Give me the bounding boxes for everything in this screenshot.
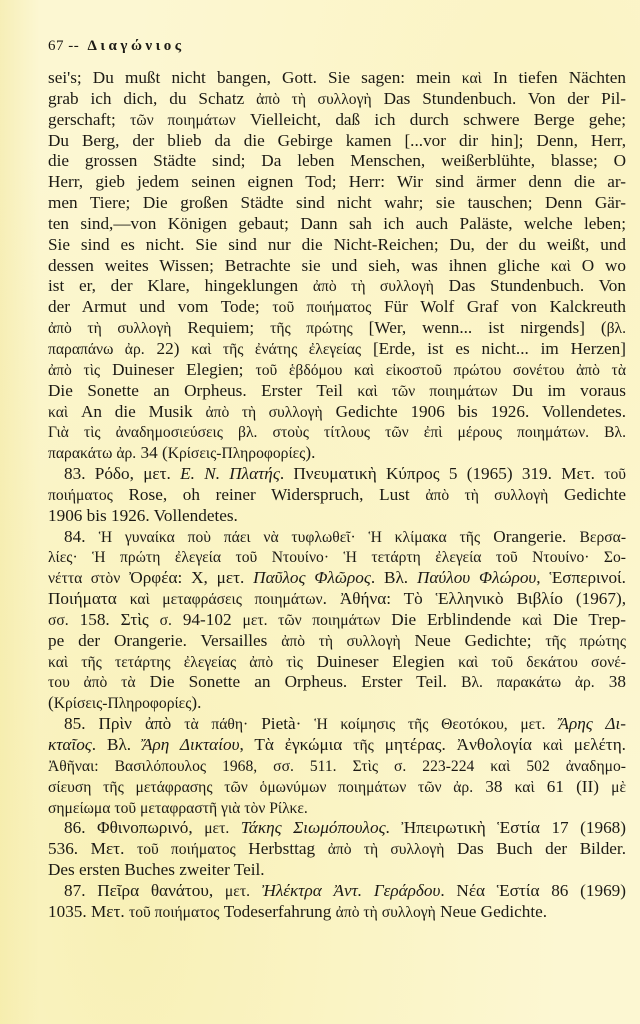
text-segment: Gedichte 1906 bis 1926. Vollendetes.: [322, 401, 626, 421]
text-segment: μελέτη.: [562, 735, 626, 754]
italic-name: Παύλου Φλώρου: [416, 568, 537, 588]
greek-text: καὶ: [461, 70, 482, 87]
text-line: [48, 402, 626, 423]
text-line: [48, 527, 626, 548]
text-segment: grab ich dich, du Schatz: [48, 88, 257, 108]
text-segment: [250, 881, 262, 900]
text-line: [48, 339, 626, 360]
text-line: [48, 131, 626, 152]
text-segment: Du im voraus: [497, 380, 626, 400]
greek-text: μετ. τῶν ποιημάτων: [242, 611, 381, 629]
text-line: [48, 818, 626, 839]
text-segment: , Τὰ ἐγκώμια: [239, 735, 354, 754]
greek-text: ἀπὸ τὴ συλλογὴ: [327, 841, 445, 859]
text-line: [48, 276, 626, 297]
text-segment: 34 (: [136, 443, 168, 463]
greek-text: καὶ μεταφράσεις ποιημάτων: [129, 591, 323, 609]
italic-name: κταῖος: [48, 735, 92, 754]
italic-name: Ἄρης Δι-: [558, 714, 627, 734]
greek-text: ἀπὸ τὴ συλλογὴ: [281, 632, 401, 650]
greek-text: καὶ: [550, 257, 571, 275]
greek-text: τοῦ ποιήματος: [272, 299, 372, 317]
text-segment: [Erde, ist es nicht... im Herzen]: [361, 338, 626, 358]
greek-text: λίες· Ἡ πρώτη ἐλεγεία τοῦ Ντουίνο· Ἡ τετάρτη ἐλεγεία τοῦ Ντουίνο· Σο-: [48, 549, 626, 567]
greek-text: τῆς πρώτης: [270, 320, 353, 338]
text-line: [48, 860, 626, 881]
text-segment: Die Erblindende: [380, 609, 522, 629]
text-line: [48, 381, 626, 402]
greek-text: τῆς: [353, 737, 374, 754]
text-segment: . Πνευματικὴ Κύπρος 5 (1965) 319. Μετ.: [279, 464, 605, 484]
text-segment: Vielleicht, daß ich durch schwere Berge gehe;: [235, 109, 626, 129]
text-line: [48, 443, 626, 464]
text-line: [48, 652, 626, 673]
text-segment: 1906 bis 1926. Vollendetes.: [48, 505, 238, 525]
text-line: [48, 318, 626, 339]
text-segment: ).: [191, 693, 202, 713]
text-segment: ).: [305, 443, 316, 463]
text-line: [48, 777, 626, 798]
body-text: [48, 68, 626, 923]
text-line: [48, 839, 626, 860]
text-line: [48, 214, 626, 235]
text-segment: Todeserfahrung: [219, 901, 336, 921]
text-segment: ten sind,—von Königen gebaut; Dann sah ich auch Paläste, welche leben;: [48, 213, 626, 233]
greek-text: Κρίσεις-Πληροφορίες: [167, 445, 306, 463]
text-line: [48, 631, 626, 652]
text-segment: . Ἀθήνα: Τὸ Ἑλληνικὸ Βιβλίο (1967),: [322, 589, 627, 609]
text-line: [48, 464, 626, 485]
greek-text: καὶ: [521, 611, 543, 629]
greek-text: σσ.: [48, 611, 69, 629]
italic-name: Τάκης Σιωμόπουλος: [240, 818, 386, 838]
italic-name: Ἠλέκτρα Ἀντ. Γεράρδου: [261, 880, 441, 900]
page-header: [48, 38, 185, 55]
text-segment: Gedichte: [548, 484, 626, 504]
text-segment: Orangerie.: [480, 526, 580, 546]
text-segment: Die Trep-: [542, 609, 626, 629]
italic-name: Ἄρη Δικταίου: [142, 735, 240, 754]
header-separator: --: [68, 38, 80, 54]
greek-text: Βλ. παρακάτω ἀρ.: [461, 674, 595, 692]
text-segment: Duineser Elegien;: [100, 359, 256, 379]
text-segment: An die Musik: [68, 401, 206, 421]
greek-text: νέττα στὸν: [48, 570, 121, 588]
text-segment: Pietà·: [248, 714, 315, 734]
text-segment: [545, 714, 558, 733]
text-segment: 1035. Μετ.: [48, 901, 129, 921]
greek-text: καὶ τῆς ἐνάτης ἐλεγείας: [191, 340, 362, 358]
text-line: [48, 89, 626, 110]
text-segment: 94-102: [171, 609, 243, 629]
text-line: [48, 360, 626, 381]
text-segment: 38: [473, 776, 515, 796]
greek-text: ἀπὸ τὴ συλλογὴ: [256, 90, 372, 108]
text-segment: Das Stundenbuch. Von: [433, 276, 626, 296]
text-line: [48, 172, 626, 193]
greek-text: καὶ τοῦ δεκάτου σονέ-: [458, 653, 626, 671]
text-segment: pe der Orangerie. Versailles: [48, 630, 282, 650]
greek-text: μετ.: [224, 882, 250, 900]
italic-name: Παῦλος Φλῶρος: [253, 568, 371, 588]
greek-text: καὶ: [542, 737, 563, 754]
greek-text: τῶν ποιημάτων: [130, 111, 236, 129]
text-segment: men Tiere; Die großen Städte sind nicht wahr; sie tauschen; Denn Gär-: [48, 193, 626, 213]
greek-text: καὶ τῆς τετάρτης ἐλεγείας ἀπὸ τὶς: [48, 653, 303, 671]
text-segment: Die Sonette an Orpheus. Erster Teil.: [135, 672, 462, 692]
greek-text: ἀπὸ τὴ συλλογὴ: [48, 320, 172, 338]
text-segment: 38: [594, 672, 626, 692]
text-line: [48, 735, 626, 756]
greek-text: παραπάνω ἀρ.: [48, 340, 145, 358]
text-segment: [Wer, wenn... ist nirgends] (: [352, 318, 607, 338]
text-line: [48, 756, 626, 777]
text-segment: Das Buch der Bilder.: [444, 839, 626, 859]
text-segment: 83. Ρόδο, μετ.: [64, 464, 181, 484]
greek-text: σ.: [159, 611, 172, 629]
greek-text: μετ.: [204, 820, 230, 838]
greek-text: Βερσα-: [579, 528, 627, 546]
greek-text: ἀπὸ τὴ συλλογὴ: [335, 903, 436, 921]
text-segment: sei's; Du mußt nicht bangen, Gott. Sie sagen: mein: [48, 68, 462, 87]
text-line: [48, 297, 626, 318]
text-segment: Neue Gedichte;: [400, 630, 546, 650]
text-segment: (: [48, 693, 54, 713]
running-title: Διαγώνιος: [87, 38, 185, 54]
text-segment: 158. Στὶς: [68, 609, 160, 629]
greek-text: ἀπὸ τὴ συλλογὴ: [205, 403, 323, 421]
greek-text: σημείωμα τοῦ μεταφραστῆ γιὰ τὸν Ρίλκε.: [48, 799, 308, 817]
text-line: [48, 485, 626, 506]
greek-text: ἀπὸ τὶς: [48, 361, 101, 379]
greek-text: τοῦ: [604, 466, 627, 484]
text-segment: Herr, gieb jedem seinen eignen Tod; Herr: Wir sind ärmer denn die ar-: [48, 172, 626, 192]
greek-text: ἀπὸ τὴ συλλογὴ: [312, 278, 434, 296]
greek-text: Ἡ γυναίκα ποὺ πάει νὰ τυφλωθεῖ· Ἡ κλίμακα τῆς: [98, 528, 481, 546]
text-segment: , Ἑσπερινοί.: [536, 568, 626, 588]
text-segment: [229, 818, 241, 837]
text-line: [48, 151, 626, 172]
greek-text: τῆς πρώτης: [545, 632, 626, 650]
text-segment: Des ersten Buches zweiter Teil.: [48, 860, 265, 880]
text-line: [48, 422, 626, 443]
greek-text: Ἡ κοίμησις τῆς Θεοτόκου, μετ.: [314, 716, 546, 734]
greek-text: καὶ: [48, 403, 69, 421]
text-segment: Requiem;: [171, 318, 271, 338]
greek-text: τοῦ ποιήματος: [136, 841, 236, 859]
greek-text: του ἀπὸ τὰ: [48, 674, 136, 692]
text-segment: Sie sind es nicht. Sie sind nur die Nicht-Reichen; Du, der du weißt, und: [48, 234, 626, 254]
text-segment: 85. Πρὶν ἀπὸ: [64, 714, 185, 734]
text-segment: . Νέα Ἑστία 86 (1969): [440, 880, 626, 900]
text-segment: Das Stundenbuch. Von der Pil-: [371, 88, 626, 108]
text-segment: O wo: [570, 255, 627, 275]
greek-text: ἀπὸ τὴ συλλογὴ: [425, 486, 549, 504]
text-segment: Ποιήματα: [48, 589, 130, 609]
greek-text: καὶ: [514, 778, 535, 796]
text-line: [48, 798, 626, 819]
text-line: [48, 693, 626, 714]
text-segment: Duineser Elegien: [302, 651, 459, 671]
text-line: [48, 68, 626, 89]
greek-text: βλ.: [606, 320, 626, 338]
greek-text: καὶ τῶν ποιημάτων: [357, 382, 498, 400]
text-line: [48, 110, 626, 131]
greek-text: Ἀθῆναι: Βασιλόπουλος 1968, σσ. 511. Στὶς σ. 223-224 καὶ 502 ἀναδημο-: [48, 757, 626, 775]
text-line: [48, 506, 626, 527]
text-line: [48, 235, 626, 256]
greek-text: παρακάτω ἀρ.: [48, 445, 137, 463]
text-segment: 536. Μετ.: [48, 839, 137, 859]
text-segment: die grossen Städte sind; Da leben Menschen, weißerblühte, blasse; O: [48, 151, 626, 171]
text-segment: Du Berg, der blieb da die Gebirge kamen [...vor dir hin]; Denn, Herr,: [48, 130, 626, 150]
greek-text: τοῦ ἑβδόμου καὶ εἰκοστοῦ πρώτου σονέτου ἀπὸ τὰ: [255, 361, 626, 379]
text-line: [48, 547, 626, 568]
text-line: [48, 589, 626, 610]
text-segment: gerschaft;: [48, 109, 131, 129]
text-segment: 87. Πεῖρα θανάτου,: [64, 880, 225, 900]
text-line: [48, 881, 626, 902]
text-segment: . Βλ.: [91, 735, 143, 754]
text-line: [48, 610, 626, 631]
text-line: [48, 714, 626, 735]
text-segment: Die Sonette an Orpheus. Erster Teil: [48, 380, 358, 400]
text-segment: 61 (II): [534, 776, 612, 796]
text-segment: dessen weites Wissen; Betrachte sie und sieh, was ihnen gliche: [48, 255, 551, 275]
text-segment: Rose, oh reiner Widerspruch, Lust: [112, 484, 426, 504]
text-segment: 84.: [64, 526, 99, 546]
text-segment: Herbsttag: [235, 839, 328, 859]
text-segment: In tiefen Nächten: [481, 68, 626, 87]
text-segment: . Ἠπειρωτικὴ Ἑστία 17 (1968): [385, 818, 626, 838]
greek-text: τὰ πάθη·: [184, 716, 249, 734]
italic-name: Ε. Ν. Πλατής: [180, 464, 280, 484]
text-segment: Für Wolf Graf von Kalckreuth: [371, 297, 626, 317]
text-line: [48, 256, 626, 277]
text-segment: Neue Gedichte.: [435, 901, 548, 921]
text-segment: 22): [144, 338, 192, 358]
greek-text: ποιήματος: [48, 486, 113, 504]
text-line: [48, 193, 626, 214]
greek-text: Κρίσεις-Πληροφορίες: [53, 695, 192, 713]
page-number: 67: [48, 38, 64, 54]
text-segment: Ὀρφέα: X, μετ.: [120, 568, 254, 588]
greek-text: τοῦ ποιήματος: [128, 903, 220, 921]
text-line: [48, 902, 626, 923]
greek-text: Γιὰ τὶς ἀναδημοσιεύσεις βλ. στοὺς τίτλους τῶν ἐπὶ μέρους ποιημάτων. Βλ.: [48, 424, 626, 442]
text-line: [48, 672, 626, 693]
text-segment: . Βλ.: [370, 568, 417, 588]
text-segment: ist er, der Klare, hingeklungen: [48, 276, 313, 296]
text-segment: μητέρας. Ἀνθολογία: [373, 735, 543, 754]
greek-text: σίευση τῆς μετάφρασης τῶν ὁμωνύμων ποιημάτων τῶν ἀρ.: [48, 778, 474, 796]
text-segment: 86. Φθινοπωρινό,: [64, 818, 205, 838]
greek-text: μὲ: [611, 778, 627, 796]
text-line: [48, 568, 626, 589]
text-segment: der Armut und vom Tode;: [48, 297, 273, 317]
